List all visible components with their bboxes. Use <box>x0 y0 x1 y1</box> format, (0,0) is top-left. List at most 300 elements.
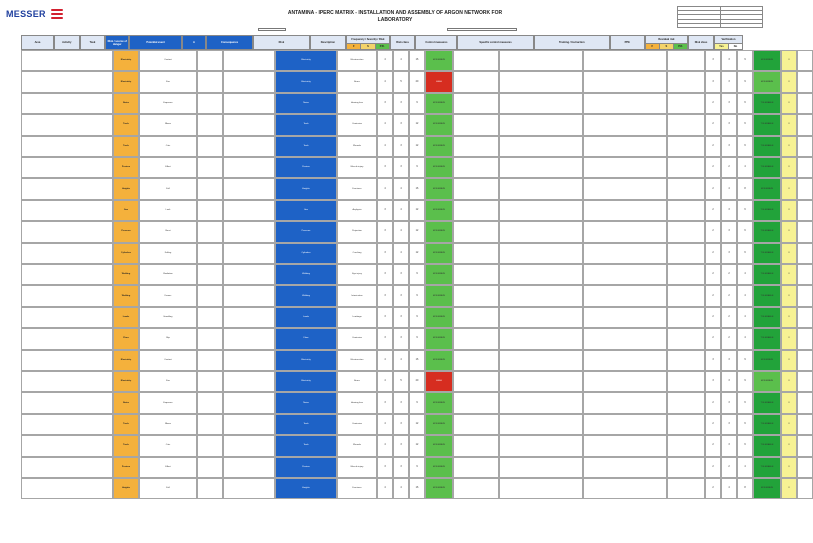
residual-severity-cell: 4 <box>721 478 737 499</box>
training-cell <box>583 136 667 157</box>
column-header-event: Potential event <box>129 35 182 50</box>
residual-severity-cell: 3 <box>721 243 737 264</box>
table-row <box>21 328 813 349</box>
frequency-cell: 3 <box>377 457 393 478</box>
ppe-cell <box>667 328 705 349</box>
training-cell <box>583 93 667 114</box>
row-spacer <box>21 285 113 306</box>
verification-yes-cell: X <box>781 435 797 456</box>
verification-no-cell <box>797 200 813 221</box>
risk-class-cell: HIGH <box>425 371 453 392</box>
column-header-residual <box>645 35 689 50</box>
risk-cell: Welding <box>275 264 337 285</box>
hazard-cell: Electricity <box>113 50 139 71</box>
verification-no-cell <box>797 435 813 456</box>
residual-score-cell: 6 <box>737 243 753 264</box>
risk-class-cell: MODERATE <box>425 435 453 456</box>
column-header-specific: Specific control measures <box>457 35 533 50</box>
residual-frequency-cell: 2 <box>705 285 721 306</box>
controls-cell <box>453 178 499 199</box>
hazard-cell: Cylinders <box>113 243 139 264</box>
column-header-activity: Activity <box>54 35 80 50</box>
verification-yes-cell: X <box>781 221 797 242</box>
hazard-cell: Tools <box>113 435 139 456</box>
risk-score-cell: 9 <box>409 157 425 178</box>
risk-class-cell: MODERATE <box>425 285 453 306</box>
ppe-cell <box>667 114 705 135</box>
ppe-cell <box>667 157 705 178</box>
frequency-cell: 3 <box>377 221 393 242</box>
matrix-header <box>21 35 743 50</box>
risk-score-cell: 12 <box>409 435 425 456</box>
revision-row <box>678 23 763 27</box>
severity-cell: 3 <box>393 93 409 114</box>
risk-cell: Pressure <box>275 221 337 242</box>
table-row <box>21 93 813 114</box>
ppe-cell <box>667 285 705 306</box>
column-subheader: No <box>729 44 742 49</box>
description-cell: Asphyxia <box>337 200 377 221</box>
residual-severity-cell: 4 <box>721 178 737 199</box>
table-row <box>21 435 813 456</box>
controls-cell <box>453 457 499 478</box>
frequency-cell: 3 <box>377 307 393 328</box>
risk-cell: Loads <box>275 307 337 328</box>
ppe-cell <box>667 136 705 157</box>
specific-controls-cell <box>499 71 583 92</box>
verification-no-cell <box>797 114 813 135</box>
row-spacer <box>21 307 113 328</box>
residual-severity-cell: 3 <box>721 136 737 157</box>
a-cell <box>197 200 223 221</box>
residual-frequency-cell: 2 <box>705 114 721 135</box>
title-line-2: LABORATORY <box>377 16 413 23</box>
row-spacer <box>21 243 113 264</box>
residual-frequency-cell: 2 <box>705 478 721 499</box>
a-cell <box>197 307 223 328</box>
description-cell: Intoxication <box>337 285 377 306</box>
description-cell: Hearing loss <box>337 93 377 114</box>
description-cell: Hearing loss <box>337 392 377 413</box>
residual-score-cell: 6 <box>737 200 753 221</box>
risk-class-cell: MODERATE <box>425 307 453 328</box>
risk-cell: Cylinders <box>275 243 337 264</box>
residual-score-cell: 6 <box>737 93 753 114</box>
table-row <box>21 243 813 264</box>
event-cell: Contact <box>139 350 197 371</box>
risk-score-cell: 16 <box>409 350 425 371</box>
residual-class-cell: TOLERABLE <box>753 457 781 478</box>
training-cell <box>583 221 667 242</box>
event-cell: Effort <box>139 157 197 178</box>
residual-score-cell: 6 <box>737 392 753 413</box>
row-spacer <box>21 435 113 456</box>
risk-score-cell: 16 <box>409 478 425 499</box>
consequence-cell <box>223 264 275 285</box>
frequency-cell: 3 <box>377 200 393 221</box>
consequence-cell <box>223 285 275 306</box>
residual-frequency-cell: 3 <box>705 71 721 92</box>
hazard-cell: Tools <box>113 114 139 135</box>
column-subheader: F <box>347 44 361 49</box>
training-cell <box>583 71 667 92</box>
residual-severity-cell: 3 <box>721 350 737 371</box>
severity-cell: 3 <box>393 435 409 456</box>
residual-class-cell: TOLERABLE <box>753 243 781 264</box>
consequence-cell <box>223 392 275 413</box>
hazard-cell: Electricity <box>113 71 139 92</box>
description-cell: Contusion <box>337 414 377 435</box>
consequence-cell <box>223 114 275 135</box>
severity-cell: 3 <box>393 157 409 178</box>
row-spacer <box>21 136 113 157</box>
residual-frequency-cell: 2 <box>705 264 721 285</box>
a-cell <box>197 93 223 114</box>
residual-score-cell: 6 <box>737 136 753 157</box>
risk-score-cell: 12 <box>409 200 425 221</box>
a-cell <box>197 243 223 264</box>
ppe-cell <box>667 50 705 71</box>
training-cell <box>583 457 667 478</box>
risk-cell: Electricity <box>275 50 337 71</box>
verification-yes-cell: X <box>781 371 797 392</box>
residual-score-cell: 6 <box>737 114 753 135</box>
specific-controls-cell <box>499 478 583 499</box>
severity-cell: 3 <box>393 414 409 435</box>
table-row <box>21 371 813 392</box>
risk-score-cell: 9 <box>409 93 425 114</box>
risk-class-cell: MODERATE <box>425 478 453 499</box>
residual-frequency-cell: 2 <box>705 136 721 157</box>
residual-score-cell: 4 <box>737 264 753 285</box>
risk-class-cell: MODERATE <box>425 93 453 114</box>
verification-no-cell <box>797 478 813 499</box>
column-header-area: Area <box>21 35 54 50</box>
a-cell <box>197 136 223 157</box>
training-cell <box>583 243 667 264</box>
event-cell: Falling <box>139 243 197 264</box>
residual-class-cell: TOLERABLE <box>753 136 781 157</box>
verification-yes-cell: X <box>781 93 797 114</box>
a-cell <box>197 157 223 178</box>
risk-class-cell: MODERATE <box>425 414 453 435</box>
residual-class-cell: MODERATE <box>753 350 781 371</box>
row-spacer <box>21 457 113 478</box>
consequence-cell <box>223 200 275 221</box>
verification-yes-cell: X <box>781 457 797 478</box>
severity-cell: 4 <box>393 50 409 71</box>
header-bar-right <box>447 28 517 31</box>
event-cell: Contact <box>139 50 197 71</box>
frequency-cell: 3 <box>377 157 393 178</box>
severity-cell: 3 <box>393 136 409 157</box>
description-cell: Wounds <box>337 435 377 456</box>
residual-severity-cell: 3 <box>721 71 737 92</box>
a-cell <box>197 221 223 242</box>
table-row <box>21 50 813 71</box>
residual-class-cell: TOLERABLE <box>753 157 781 178</box>
risk-score-cell: 9 <box>409 392 425 413</box>
controls-cell <box>453 200 499 221</box>
residual-severity-cell: 2 <box>721 307 737 328</box>
column-subheader: P.R. <box>674 44 687 49</box>
residual-frequency-cell: 2 <box>705 200 721 221</box>
severity-cell: 3 <box>393 264 409 285</box>
a-cell <box>197 328 223 349</box>
hazard-cell: Welding <box>113 264 139 285</box>
risk-class-cell: MODERATE <box>425 392 453 413</box>
residual-class-cell: MODERATE <box>753 50 781 71</box>
frequency-cell: 3 <box>377 264 393 285</box>
table-row <box>21 414 813 435</box>
table-row <box>21 136 813 157</box>
residual-score-cell: 4 <box>737 307 753 328</box>
consequence-cell <box>223 328 275 349</box>
a-cell <box>197 414 223 435</box>
verification-yes-cell: X <box>781 392 797 413</box>
risk-score-cell: 20 <box>409 371 425 392</box>
hazard-cell: Gas <box>113 200 139 221</box>
risk-cell: Electricity <box>275 71 337 92</box>
controls-cell <box>453 435 499 456</box>
consequence-cell <box>223 157 275 178</box>
column-subheader: S <box>361 44 375 49</box>
a-cell <box>197 435 223 456</box>
ppe-cell <box>667 71 705 92</box>
residual-frequency-cell: 2 <box>705 307 721 328</box>
residual-severity-cell: 3 <box>721 392 737 413</box>
table-row <box>21 178 813 199</box>
a-cell <box>197 350 223 371</box>
risk-cell: Gas <box>275 200 337 221</box>
ppe-cell <box>667 414 705 435</box>
header-bar-left <box>258 28 286 31</box>
specific-controls-cell <box>499 350 583 371</box>
verification-yes-cell: X <box>781 178 797 199</box>
risk-class-cell: HIGH <box>425 71 453 92</box>
training-cell <box>583 328 667 349</box>
ppe-cell <box>667 221 705 242</box>
controls-cell <box>453 350 499 371</box>
risk-class-cell: MODERATE <box>425 457 453 478</box>
severity-cell: 4 <box>393 478 409 499</box>
a-cell <box>197 114 223 135</box>
frequency-cell: 4 <box>377 136 393 157</box>
risk-score-cell: 16 <box>409 50 425 71</box>
table-row <box>21 285 813 306</box>
description-cell: Muscle injury <box>337 457 377 478</box>
description-cell: Burns <box>337 71 377 92</box>
residual-severity-cell: 3 <box>721 371 737 392</box>
hazard-cell: Heights <box>113 478 139 499</box>
event-cell: Fall <box>139 178 197 199</box>
specific-controls-cell <box>499 114 583 135</box>
column-header-controls: Control measures <box>415 35 457 50</box>
controls-cell <box>453 243 499 264</box>
risk-cell: Floor <box>275 328 337 349</box>
residual-score-cell: 4 <box>737 328 753 349</box>
risk-score-cell: 12 <box>409 414 425 435</box>
severity-cell: 5 <box>393 71 409 92</box>
consequence-cell <box>223 350 275 371</box>
column-header-hazard: Risk / source of danger <box>105 35 129 50</box>
verification-yes-cell: X <box>781 114 797 135</box>
verification-no-cell <box>797 264 813 285</box>
risk-class-cell: MODERATE <box>425 221 453 242</box>
verification-no-cell <box>797 221 813 242</box>
column-header-verify <box>714 35 743 50</box>
training-cell <box>583 264 667 285</box>
risk-cell: Heights <box>275 178 337 199</box>
hazard-cell: Posture <box>113 457 139 478</box>
frequency-cell: 4 <box>377 71 393 92</box>
risk-class-cell: MODERATE <box>425 200 453 221</box>
frequency-cell: 3 <box>377 93 393 114</box>
specific-controls-cell <box>499 414 583 435</box>
frequency-cell: 3 <box>377 392 393 413</box>
residual-severity-cell: 3 <box>721 200 737 221</box>
description-cell: Lumbago <box>337 307 377 328</box>
row-spacer <box>21 371 113 392</box>
row-spacer <box>21 178 113 199</box>
risk-cell: Posture <box>275 157 337 178</box>
hazard-cell: Tools <box>113 414 139 435</box>
specific-controls-cell <box>499 243 583 264</box>
column-subheader: F <box>646 44 660 49</box>
residual-class-cell: MODERATE <box>753 71 781 92</box>
verification-yes-cell: X <box>781 157 797 178</box>
specific-controls-cell <box>499 178 583 199</box>
hazard-cell: Loads <box>113 307 139 328</box>
residual-frequency-cell: 3 <box>705 350 721 371</box>
specific-controls-cell <box>499 200 583 221</box>
risk-score-cell: 12 <box>409 243 425 264</box>
row-spacer <box>21 264 113 285</box>
residual-score-cell: 6 <box>737 435 753 456</box>
ppe-cell <box>667 392 705 413</box>
verification-no-cell <box>797 285 813 306</box>
risk-cell: Posture <box>275 457 337 478</box>
ppe-cell <box>667 435 705 456</box>
severity-cell: 3 <box>393 457 409 478</box>
row-spacer <box>21 93 113 114</box>
column-subheader: S <box>660 44 674 49</box>
residual-severity-cell: 2 <box>721 264 737 285</box>
verification-no-cell <box>797 392 813 413</box>
residual-class-cell: TOLERABLE <box>753 307 781 328</box>
residual-class-cell: MODERATE <box>753 371 781 392</box>
event-cell: Cuts <box>139 136 197 157</box>
severity-cell: 3 <box>393 114 409 135</box>
description-cell: Electrocution <box>337 50 377 71</box>
consequence-cell <box>223 93 275 114</box>
residual-severity-cell: 2 <box>721 457 737 478</box>
severity-cell: 3 <box>393 307 409 328</box>
a-cell <box>197 457 223 478</box>
residual-class-cell: TOLERABLE <box>753 414 781 435</box>
verification-no-cell <box>797 136 813 157</box>
verification-no-cell <box>797 50 813 71</box>
residual-class-cell: TOLERABLE <box>753 93 781 114</box>
table-row <box>21 307 813 328</box>
controls-cell <box>453 264 499 285</box>
company-logo <box>6 9 63 19</box>
event-cell: Slip <box>139 328 197 349</box>
row-spacer <box>21 350 113 371</box>
verification-yes-cell: X <box>781 200 797 221</box>
residual-frequency-cell: 2 <box>705 457 721 478</box>
risk-cell: Electricity <box>275 371 337 392</box>
risk-cell: Tools <box>275 114 337 135</box>
hazard-cell: Noise <box>113 93 139 114</box>
risk-score-cell: 12 <box>409 136 425 157</box>
a-cell <box>197 478 223 499</box>
verification-no-cell <box>797 93 813 114</box>
training-cell <box>583 392 667 413</box>
training-cell <box>583 157 667 178</box>
ppe-cell <box>667 307 705 328</box>
table-row <box>21 71 813 92</box>
residual-score-cell: 4 <box>737 157 753 178</box>
consequence-cell <box>223 178 275 199</box>
ppe-cell <box>667 350 705 371</box>
residual-class-cell: TOLERABLE <box>753 264 781 285</box>
a-cell <box>197 285 223 306</box>
consequence-cell <box>223 136 275 157</box>
frequency-cell: 4 <box>377 371 393 392</box>
event-cell: Burst <box>139 221 197 242</box>
frequency-cell: 3 <box>377 328 393 349</box>
severity-cell: 3 <box>393 328 409 349</box>
residual-frequency-cell: 2 <box>705 157 721 178</box>
residual-class-cell: TOLERABLE <box>753 285 781 306</box>
event-cell: Blows <box>139 114 197 135</box>
residual-class-cell: TOLERABLE <box>753 392 781 413</box>
event-cell: Exposure <box>139 93 197 114</box>
verification-no-cell <box>797 157 813 178</box>
description-cell: Muscle injury <box>337 157 377 178</box>
consequence-cell <box>223 71 275 92</box>
risk-cell: Heights <box>275 478 337 499</box>
event-cell: Effort <box>139 457 197 478</box>
description-cell: Burns <box>337 371 377 392</box>
a-cell <box>197 371 223 392</box>
specific-controls-cell <box>499 392 583 413</box>
column-header-a: A <box>182 35 206 50</box>
residual-score-cell: 9 <box>737 350 753 371</box>
risk-class-cell: MODERATE <box>425 157 453 178</box>
risk-class-cell: MODERATE <box>425 243 453 264</box>
column-header-consequence: Consequence <box>206 35 253 50</box>
row-spacer <box>21 392 113 413</box>
a-cell <box>197 71 223 92</box>
controls-cell <box>453 328 499 349</box>
event-cell: Blows <box>139 414 197 435</box>
verification-no-cell <box>797 178 813 199</box>
controls-cell <box>453 307 499 328</box>
specific-controls-cell <box>499 50 583 71</box>
description-cell: Crushing <box>337 243 377 264</box>
risk-score-cell: 20 <box>409 71 425 92</box>
ppe-cell <box>667 457 705 478</box>
column-header-label: Frequency / Severity / Risk <box>347 36 389 44</box>
consequence-cell <box>223 243 275 264</box>
ppe-cell <box>667 264 705 285</box>
consequence-cell <box>223 50 275 71</box>
event-cell: Radiation <box>139 264 197 285</box>
risk-class-cell: MODERATE <box>425 328 453 349</box>
verification-no-cell <box>797 371 813 392</box>
